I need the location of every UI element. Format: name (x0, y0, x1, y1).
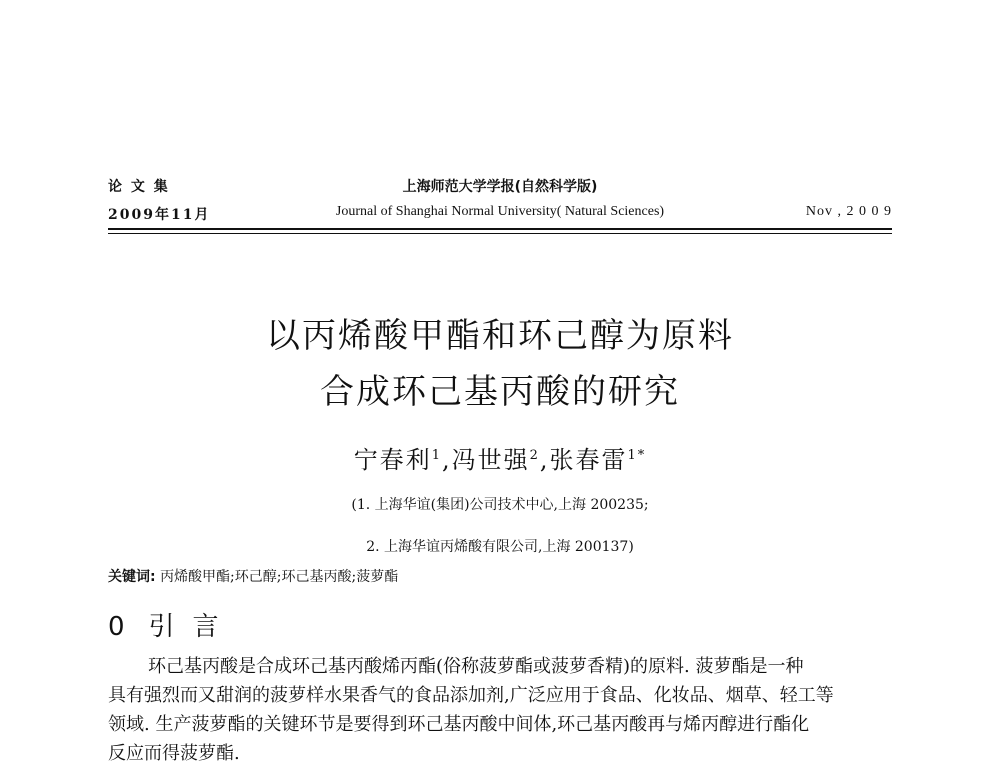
column-label: 论 文 集 (108, 179, 170, 195)
author-affiliation-mark: 1 (431, 448, 442, 463)
running-header-top (108, 176, 892, 198)
affiliation-line-2: 2. 上海华谊丙烯酸有限公司,上海 200137) (366, 539, 634, 555)
body-paragraph (108, 652, 892, 768)
running-header-bottom (108, 204, 892, 226)
affiliation-line-1: (1. 上海华谊(集团)公司技术中心,上海 200235; (351, 497, 649, 513)
header-rule-thick (108, 228, 892, 230)
author-name: 张春雷 (549, 446, 628, 474)
section-heading (108, 606, 237, 643)
header-rule-thin (108, 233, 892, 234)
author-list (0, 440, 1000, 475)
body-line: 领域. 生产菠萝酯的关键环节是要得到环己基丙酸中间体,环己基丙酸再与烯丙醇进行酯化 (108, 714, 810, 735)
keywords-text: 丙烯酸甲酯;环己醇;环己基丙酸;菠萝酯 (160, 569, 399, 585)
journal-name-cn: 上海师范大学学报(自然科学版) (402, 179, 598, 195)
issue-date-cn: 2009年11月 (108, 207, 211, 223)
author-affiliation-mark: 2 (529, 448, 540, 463)
author-name: 冯世强 (451, 446, 530, 474)
body-line: 具有强烈而又甜润的菠萝样水果香气的食品添加剂,广泛应用于食品、化妆品、烟草、轻工等 (108, 685, 834, 706)
section-number: 0 (108, 612, 125, 642)
author-separator: , (441, 446, 452, 474)
body-line: 反应而得菠萝酯. (108, 743, 240, 764)
body-line: 环己基丙酸是合成环己基丙酸烯丙酯(俗称菠萝酯或菠萝香精)的原料. 菠萝酯是一种 (148, 656, 804, 677)
paper-title-line-1: 以丙烯酸甲酯和环己醇为原料 (266, 316, 734, 356)
author-affiliation-mark: 1* (627, 448, 647, 463)
keywords (108, 566, 398, 586)
author-name: 宁春利 (353, 446, 432, 474)
section-title: 引言 (148, 612, 237, 642)
issue-date-en: Nov , 2 0 0 9 (805, 204, 892, 219)
keywords-label: 关键词: (108, 569, 156, 585)
journal-name-en: Journal of Shanghai Normal University( Natural Sciences) (335, 204, 665, 219)
author-separator: , (539, 446, 550, 474)
paper-title-line-2: 合成环己基丙酸的研究 (320, 372, 680, 412)
